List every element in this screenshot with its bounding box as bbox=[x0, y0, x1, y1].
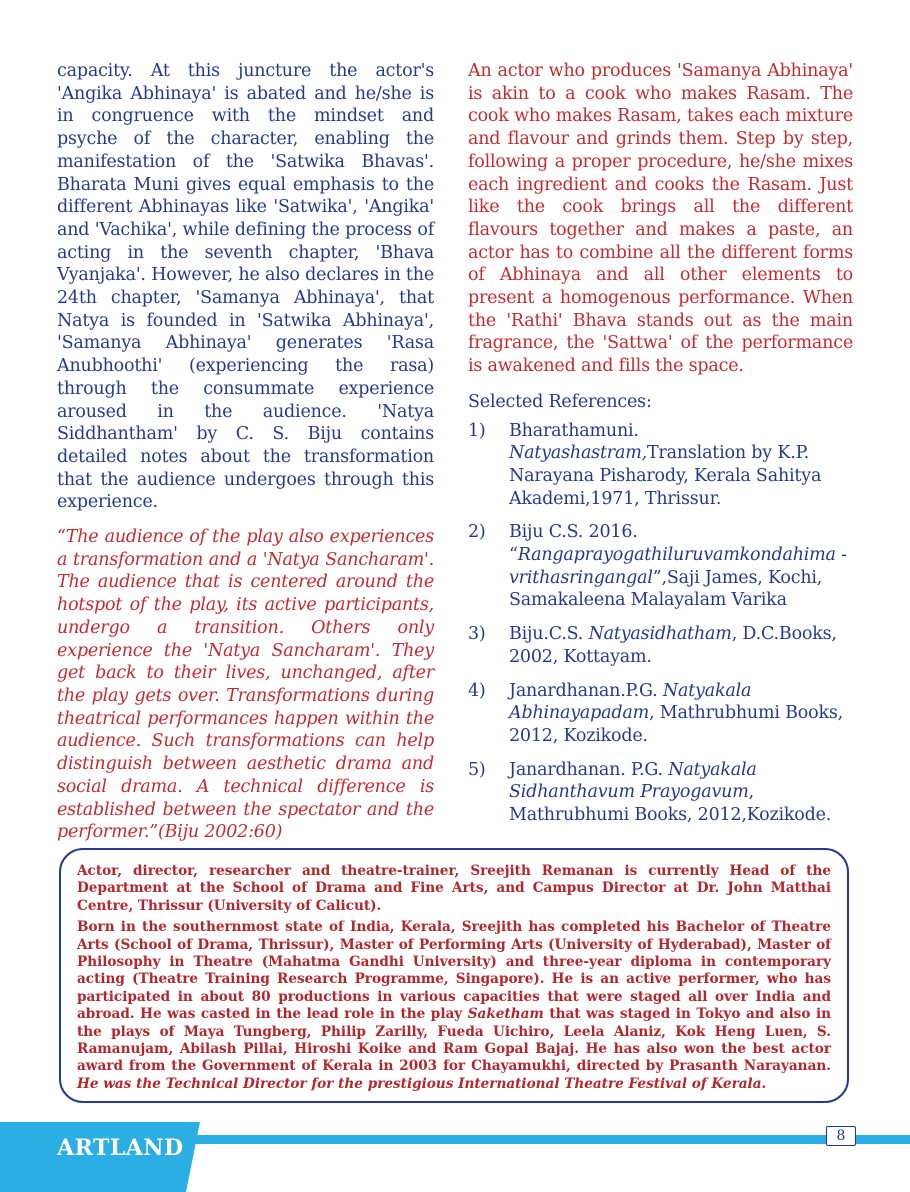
bio-text: Born in the southernmost state of India, Kerala, Sreejith has completed his Bachelor of Theatre Arts (School of Drama, Thrissur), Master of Performing Arts (University of Hyderabad), Master of Philosophy in Theatre (Mahatma Gandhi University) and three-year diploma in contemporary acting (Theatre Training Research Programme, Singapore). He is an active performer, who has participated in about 80 productions in various capacities that were staged all over India and abroad. He was casted in the lead role in the play bbox=[77, 919, 831, 1023]
reference-details: , D.C.Books, 2002, Kottayam. bbox=[509, 624, 837, 667]
play-title: Saketham bbox=[467, 1006, 544, 1023]
reference-details: ”,Saji James, Kochi, Samakaleena Malayalam Varika bbox=[509, 567, 823, 611]
reference-title: Rangaprayogathiluruvamkondahima - vrithasringangal bbox=[509, 545, 847, 588]
body-paragraph: capacity. At this juncture the actor's 'Angika Abhinaya' is abated and he/she is in congruence with the mindset and psyche of the character, enabling the manifestation of the 'Satwika Bhavas'. Bharata Muni gives equal emphasis to the different Abhinayas like 'Satwika', 'Angika' and 'Vachika', while defining the process of acting in the seventh chapter, 'Bhava Vyanjaka'. However, he also declares in the 24th chapter, 'Samanya Abhinaya', that Natya is founded in 'Satwika Abhinaya', 'Samanya Abhinaya' generates 'Rasa Anubhoothi' (experiencing the rasa) through the consummate experience aroused in the audience. 'Natya Siddhantham' by C. S. Biju contains detailed notes about the transformation that the audience undergoes through this experience. bbox=[57, 61, 434, 513]
bio-text: that was staged in Tokyo and also in the plays of Maya Tungberg, Philip Zarilly, Fueda Uichiro, Leela Alaniz, Kok Heng Luen, S. Ramanujam, Abilash Pillai, Hiroshi Koike and Ram Gopal Bajaj. He has also won the best actor award from the Government of Kerala in 2003 for Chayamukhi, directed by Prasanth Narayanan. bbox=[77, 1006, 831, 1075]
reference-title: Natyasidhatham bbox=[588, 624, 732, 645]
page-number: 8 bbox=[826, 1126, 856, 1146]
body-paragraph: An actor who produces 'Samanya Abhinaya' is akin to a cook who makes Rasam. The cook who makes Rasam, takes each mixture and flavour and grinds them. Step by step, following a proper procedure, he/she mixes each ingredient and cooks the Rasam. Just like the cook brings all the different flavours together and makes a paste, an actor has to combine all the different forms of Abhinaya and all other elements to present a homogenous performance. When the 'Rathi' Bhava stands out as the main fragrance, the 'Sattwa' of the performance is awakened and fills the space. bbox=[468, 61, 853, 377]
reference-author: Janardhanan. P.G. bbox=[509, 759, 663, 780]
reference-author: Bharathamuni. bbox=[509, 420, 639, 441]
bio-paragraph: Actor, director, researcher and theatre-trainer, Sreejith Remanan is currently Head of the Department at the School of Drama and Fine Arts, and Campus Director at Dr. John Matthai Centre, Thrissur (University of Calicut). bbox=[77, 863, 831, 914]
reference-item bbox=[468, 623, 853, 668]
reference-number: 4) bbox=[468, 680, 486, 701]
reference-number: 3) bbox=[468, 624, 486, 645]
reference-title: Natyashastram, bbox=[509, 443, 647, 464]
reference-details: Translation by K.P. Narayana Pisharody, Kerala Sahitya Akademi,1971, Thrissur. bbox=[509, 443, 822, 509]
reference-number: 5) bbox=[468, 759, 486, 780]
reference-title: Natyakala Sidhanthavum Prayogavum bbox=[509, 759, 757, 803]
references-heading: Selected References: bbox=[468, 391, 652, 412]
reference-item bbox=[468, 680, 853, 748]
reference-number: 2) bbox=[468, 522, 486, 543]
reference-details: , Mathrubhumi Books, 2012,Kozikode. bbox=[509, 782, 832, 826]
reference-author: Janardhanan.P.G. bbox=[509, 680, 658, 701]
bio-closing-line: He was the Technical Director for the prestigious International Theatre Festival of Kerala. bbox=[77, 1075, 767, 1092]
reference-author: Biju.C.S. bbox=[509, 624, 584, 645]
right-column bbox=[468, 60, 853, 838]
reference-item bbox=[468, 420, 853, 511]
magazine-brand: ARTLAND bbox=[57, 1135, 184, 1161]
reference-item bbox=[468, 521, 853, 612]
author-bio-box bbox=[59, 848, 849, 1103]
references-list bbox=[468, 420, 853, 827]
reference-author: Biju C.S. 2016. bbox=[509, 522, 638, 543]
block-quote: “The audience of the play also experiences a transformation and a 'Natya Sancharam'. The audience that is centered around the hotspot of the play, its active participants, undergo a transition. Others only experience the 'Natya Sancharam'. They get back to their lives, unchanged, after the play gets over. Transformations during theatrical performances happen within the audience. Such transformations can help distinguish between aesthetic drama and social drama. A technical difference is established between the spectator and the performer.”(Biju 2002:60) bbox=[57, 527, 434, 843]
reference-title: Natyakala Abhinayapadam bbox=[509, 680, 752, 724]
reference-details: , Mathrubhumi Books, 2012, Kozikode. bbox=[509, 703, 843, 746]
left-column bbox=[57, 60, 434, 844]
bio-paragraph bbox=[77, 919, 831, 1093]
reference-item bbox=[468, 759, 853, 827]
reference-title-open-quote: “ bbox=[509, 545, 518, 566]
reference-number: 1) bbox=[468, 420, 486, 441]
